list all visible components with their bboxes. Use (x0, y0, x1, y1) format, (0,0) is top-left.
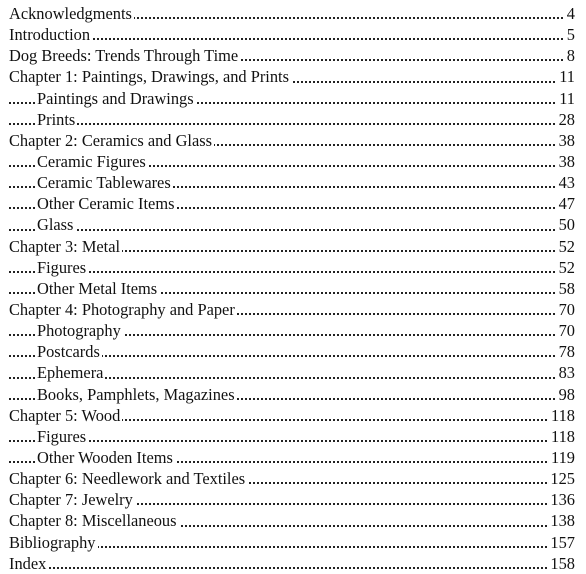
toc-entry (9, 236, 575, 257)
toc-entry-title: Prints (37, 109, 76, 129)
toc-page-number: 43 (556, 172, 575, 193)
toc-subentry (9, 320, 575, 341)
toc-page-number: 70 (556, 320, 575, 341)
toc-page-number: 38 (556, 151, 575, 172)
dot-leader (9, 440, 575, 442)
toc-entry (9, 3, 575, 24)
toc-entry-title: Index (9, 553, 47, 573)
dot-leader (9, 123, 575, 125)
toc-entry-title: Chapter 3: Metal (9, 236, 121, 256)
toc-page-number: 11 (556, 66, 575, 87)
toc-page-number: 157 (547, 532, 575, 553)
toc-entry-title: Other Metal Items (37, 278, 158, 298)
toc-entry-title: Chapter 6: Needlework and Textiles (9, 469, 246, 489)
toc-subentry (9, 88, 575, 109)
toc-page-number: 119 (548, 447, 575, 468)
toc-entry-title: Other Ceramic Items (37, 194, 175, 214)
toc-subentry (9, 214, 575, 235)
toc-page-number: 11 (556, 88, 575, 109)
toc-page-number: 50 (556, 214, 575, 235)
toc-page-number: 83 (556, 362, 575, 383)
toc-entry-title: Chapter 2: Ceramics and Glass (9, 130, 213, 150)
toc-subentry (9, 341, 575, 362)
toc-page-number: 52 (556, 257, 575, 278)
toc-entry (9, 130, 575, 151)
toc-entry-title: Glass (37, 215, 74, 235)
toc-entry-title: Chapter 8: Miscellaneous (9, 511, 177, 531)
toc-entry (9, 405, 575, 426)
toc-page-number: 118 (548, 426, 575, 447)
toc-subentry (9, 109, 575, 130)
toc-entry (9, 553, 575, 574)
toc-entry-title: Figures (37, 426, 87, 446)
toc-entry-title: Chapter 5: Wood (9, 405, 121, 425)
toc-entry-title: Postcards (37, 342, 100, 362)
toc-entry-title: Photography (37, 321, 121, 341)
toc-page-number: 70 (556, 299, 575, 320)
toc-entry-title: Chapter 7: Jewelry (9, 490, 133, 510)
toc-page-number: 47 (556, 193, 575, 214)
table-of-contents (9, 3, 575, 574)
toc-page-number: 28 (556, 109, 575, 130)
toc-page-number: 158 (547, 553, 575, 574)
toc-subentry (9, 278, 575, 299)
toc-page-number: 52 (556, 236, 575, 257)
toc-entry (9, 468, 575, 489)
toc-subentry (9, 447, 575, 468)
toc-page-number: 78 (556, 341, 575, 362)
toc-page-number: 125 (547, 468, 575, 489)
toc-entry-title: Ceramic Figures (37, 151, 146, 171)
toc-page-number: 4 (564, 3, 575, 24)
toc-entry (9, 299, 575, 320)
toc-entry-title: Chapter 4: Photography and Paper (9, 299, 235, 319)
toc-page-number: 8 (564, 45, 575, 66)
toc-entry-title: Other Wooden Items (37, 447, 173, 467)
toc-entry-title: Acknowledgments (9, 4, 132, 23)
toc-subentry (9, 384, 575, 405)
toc-entry (9, 24, 575, 45)
dot-leader (9, 38, 575, 40)
toc-entry-title: Introduction (9, 25, 91, 45)
toc-entry-title: Chapter 1: Paintings, Drawings, and Prints (9, 67, 289, 87)
toc-subentry (9, 257, 575, 278)
toc-entry-title: Figures (37, 257, 87, 277)
toc-entry (9, 66, 575, 87)
toc-entry (9, 510, 575, 531)
toc-page-number: 58 (556, 278, 575, 299)
dot-leader (9, 271, 575, 273)
toc-entry-title: Dog Breeds: Trends Through Time (9, 46, 239, 66)
toc-subentry (9, 426, 575, 447)
toc-entry-title: Books, Pamphlets, Magazines (37, 384, 235, 404)
toc-entry-title: Paintings and Drawings (37, 88, 194, 108)
toc-page-number: 138 (547, 510, 575, 531)
toc-subentry (9, 193, 575, 214)
toc-entry (9, 489, 575, 510)
toc-entry-title: Bibliography (9, 532, 96, 552)
dot-leader (9, 229, 575, 231)
toc-entry-title: Ephemera (37, 363, 104, 383)
toc-subentry (9, 151, 575, 172)
toc-subentry (9, 172, 575, 193)
toc-page-number: 118 (548, 405, 575, 426)
toc-entry-title: Ceramic Tablewares (37, 173, 171, 193)
toc-page-number: 98 (556, 384, 575, 405)
toc-subentry (9, 362, 575, 383)
toc-entry (9, 45, 575, 66)
toc-page-number: 136 (547, 489, 575, 510)
toc-page-number: 5 (564, 24, 575, 45)
toc-entry (9, 532, 575, 553)
dot-leader (9, 567, 575, 569)
toc-page-number: 38 (556, 130, 575, 151)
